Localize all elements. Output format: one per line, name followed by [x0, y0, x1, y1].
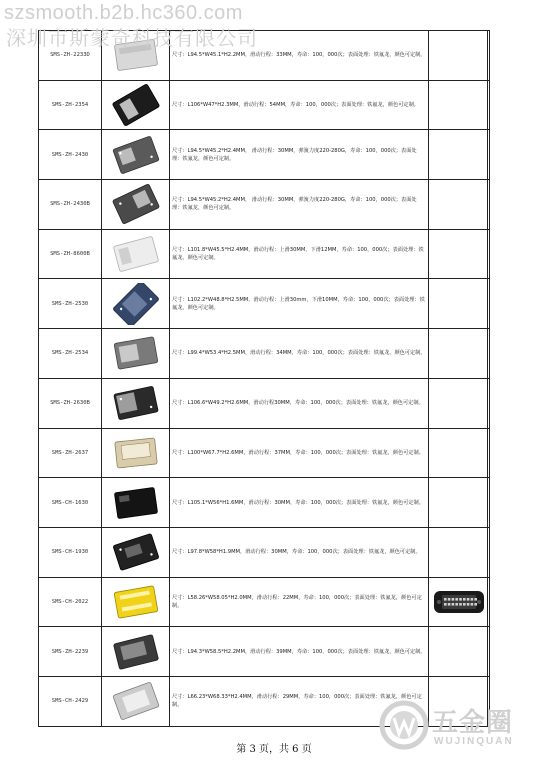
application-photo-cell [429, 478, 490, 528]
table-row [39, 428, 490, 478]
logo-emblem-icon [378, 696, 430, 754]
spec-description: 尺寸：L106.6*W49.2*H2.6MM，滑动行程30MM，寿命：100，000次；表面处理：铁氟龙，颜色可定制。 [170, 378, 429, 428]
spec-description: 尺寸：L99.4*W53.4*H2.5MM，滑动行程：34MM，寿命：100，000次；表面处理：铁氟龙，颜色可定制。 [170, 329, 429, 379]
product-photo-cell [102, 478, 170, 528]
model-number: SMS-CH-2429 [39, 676, 102, 726]
table-row [39, 31, 490, 81]
logo-english-text: WUJINQUAN [434, 736, 514, 747]
product-photo-black-hinge-plate [106, 531, 166, 573]
application-photo-cell [429, 428, 490, 478]
watermark-company-name: 深圳市斯蒙奇科技有限公司 [6, 26, 258, 50]
table-row [39, 329, 490, 379]
table-row [39, 527, 490, 577]
product-photo-cell [102, 627, 170, 677]
product-photo-blue-slide-module [106, 283, 166, 325]
model-number: SMS-CH-1930 [39, 527, 102, 577]
application-photo-cell [429, 229, 490, 279]
model-number: SMS-ZH-2534 [39, 329, 102, 379]
model-number: SMS-ZH-2233D [39, 31, 102, 81]
application-photo-cell [429, 527, 490, 577]
product-photo-silver-slide-plate [106, 34, 166, 76]
product-photo-cell [102, 229, 170, 279]
spec-description: 尺寸：L58.26*W58.05*H2.0MM，滑动行程：22MM，寿命：100，000次；表面处理：铁氟龙，颜色可定制。 [170, 577, 429, 627]
product-photo-cell [102, 180, 170, 230]
application-photo-cell [429, 279, 490, 329]
product-photo-yellow-slide-plate [106, 581, 166, 623]
product-photo-cell [102, 31, 170, 81]
product-table [38, 30, 490, 727]
model-number: SMS-ZH-2354 [39, 80, 102, 130]
table-row [39, 130, 490, 180]
product-photo-black-flat-plate [106, 482, 166, 524]
watermark-url: szsmooth.b2b.hc360.com [4, 2, 243, 24]
table-row [39, 478, 490, 528]
application-photo-cell [429, 31, 490, 81]
product-photo-cell [102, 577, 170, 627]
product-photo-cell [102, 378, 170, 428]
application-photo-cell [429, 80, 490, 130]
table-row [39, 627, 490, 677]
table-row [39, 229, 490, 279]
product-photo-cell [102, 329, 170, 379]
table-row [39, 279, 490, 329]
application-photo-cell [429, 130, 490, 180]
spec-description: 尺寸：L94.5*W45.2*H2.4MM， 滑动行程：30MM，弹簧力度220-280G，寿命：100，000次；表面处理：铁氟龙，颜色可定制。 [170, 130, 429, 180]
application-photo-cell [429, 627, 490, 677]
product-photo-silver-frame-plate [106, 680, 166, 722]
application-photo-cell [429, 378, 490, 428]
table-row [39, 577, 490, 627]
model-number: SMS-ZH-2430 [39, 130, 102, 180]
product-photo-gray-slide-module-b [106, 183, 166, 225]
spec-description: 尺寸：L102.2*W48.8*H2.5MM，滑动行程：上滑30mm，下滑10MM，寿命：100，000次；表面处理：铁氟龙，颜色可定制。 [170, 279, 429, 329]
table-row [39, 180, 490, 230]
application-photo-cell [429, 329, 490, 379]
product-photo-cell [102, 80, 170, 130]
model-number: SMS-ZH-2239 [39, 627, 102, 677]
spec-description: 尺寸：L100*W67.7*H2.6MM，滑动行程：37MM，寿命：100，000次；表面处理：铁氟龙，颜色可定制。 [170, 428, 429, 478]
model-number: SMS-CH-1630 [39, 478, 102, 528]
spec-description: 尺寸：L101.8*W45.5*H2.4MM，滑动行程：上滑30MM，下滑12MM，寿命：100，000次；表面处理：铁氟龙，颜色可定制。 [170, 229, 429, 279]
model-number: SMS-ZH-2530 [39, 279, 102, 329]
wujinquan-logo [378, 696, 544, 754]
product-photo-gray-slide-plate [106, 332, 166, 374]
page-number: 第 3 页，共 6 页 [236, 744, 312, 755]
spec-description: 尺寸：L94.5*W45.2*H2.4MM， 滑动行程：30MM，弹簧力度220-280G，寿命：100，000次；表面处理：铁氟龙，颜色可定制。 [170, 180, 429, 230]
model-number: SMS-ZH-2430B [39, 180, 102, 230]
model-number: SMS-CH-2022 [39, 577, 102, 627]
spec-description: 尺寸：L66.23*W68.33*H2.4MM，滑动行程：29MM，寿命：100，000次；表面处理：铁氟龙，颜色可定制。 [170, 676, 429, 726]
spec-description: 尺寸：L94.5*W45.1*H2.2MM，滑动行程：33MM，寿命：100，000次；表面处理：铁氟龙，颜色可定制。 [170, 31, 429, 81]
product-photo-black-slide-module [106, 84, 166, 126]
spec-description: 尺寸：L94.3*W58.5*H2.2MM，滑动行程：39MM，寿命：100，000次；表面处理：铁氟龙，颜色可定制。 [170, 627, 429, 677]
spec-description: 尺寸：L97.8*W58*H1.9MM，滑动行程：30MM，寿命：100，000次；表面处理：铁氟龙，颜色可定制。 [170, 527, 429, 577]
table-row [39, 378, 490, 428]
product-photo-cell [102, 428, 170, 478]
product-photo-cell [102, 279, 170, 329]
logo-chinese-text: 五金圈 [432, 708, 514, 738]
product-photo-beige-slide-frame [106, 432, 166, 474]
product-photo-gray-slide-module [106, 134, 166, 176]
product-photo-black-gray-slide [106, 382, 166, 424]
table-row [39, 80, 490, 130]
slide-phone-photo [432, 587, 486, 617]
spec-description: 尺寸：L106*W47*H2.3MM，滑动行程：54MM，寿命：100，000次；表面处理：铁氟龙，颜色可定制。 [170, 80, 429, 130]
product-photo-cell [102, 676, 170, 726]
product-photo-cell [102, 130, 170, 180]
spec-description: 尺寸：L105.1*W56*H1.6MM，滑动行程：30MM，寿命：100，000次；表面处理：铁氟龙，颜色可定制。 [170, 478, 429, 528]
model-number: SMS-ZH-2630B [39, 378, 102, 428]
product-photo-cell [102, 527, 170, 577]
product-photo-light-slide-plate [106, 233, 166, 275]
application-photo-cell [429, 180, 490, 230]
application-photo-cell [429, 577, 490, 627]
model-number: SMS-ZH-8600B [39, 229, 102, 279]
product-photo-dark-gray-slide [106, 631, 166, 673]
model-number: SMS-ZH-2637 [39, 428, 102, 478]
